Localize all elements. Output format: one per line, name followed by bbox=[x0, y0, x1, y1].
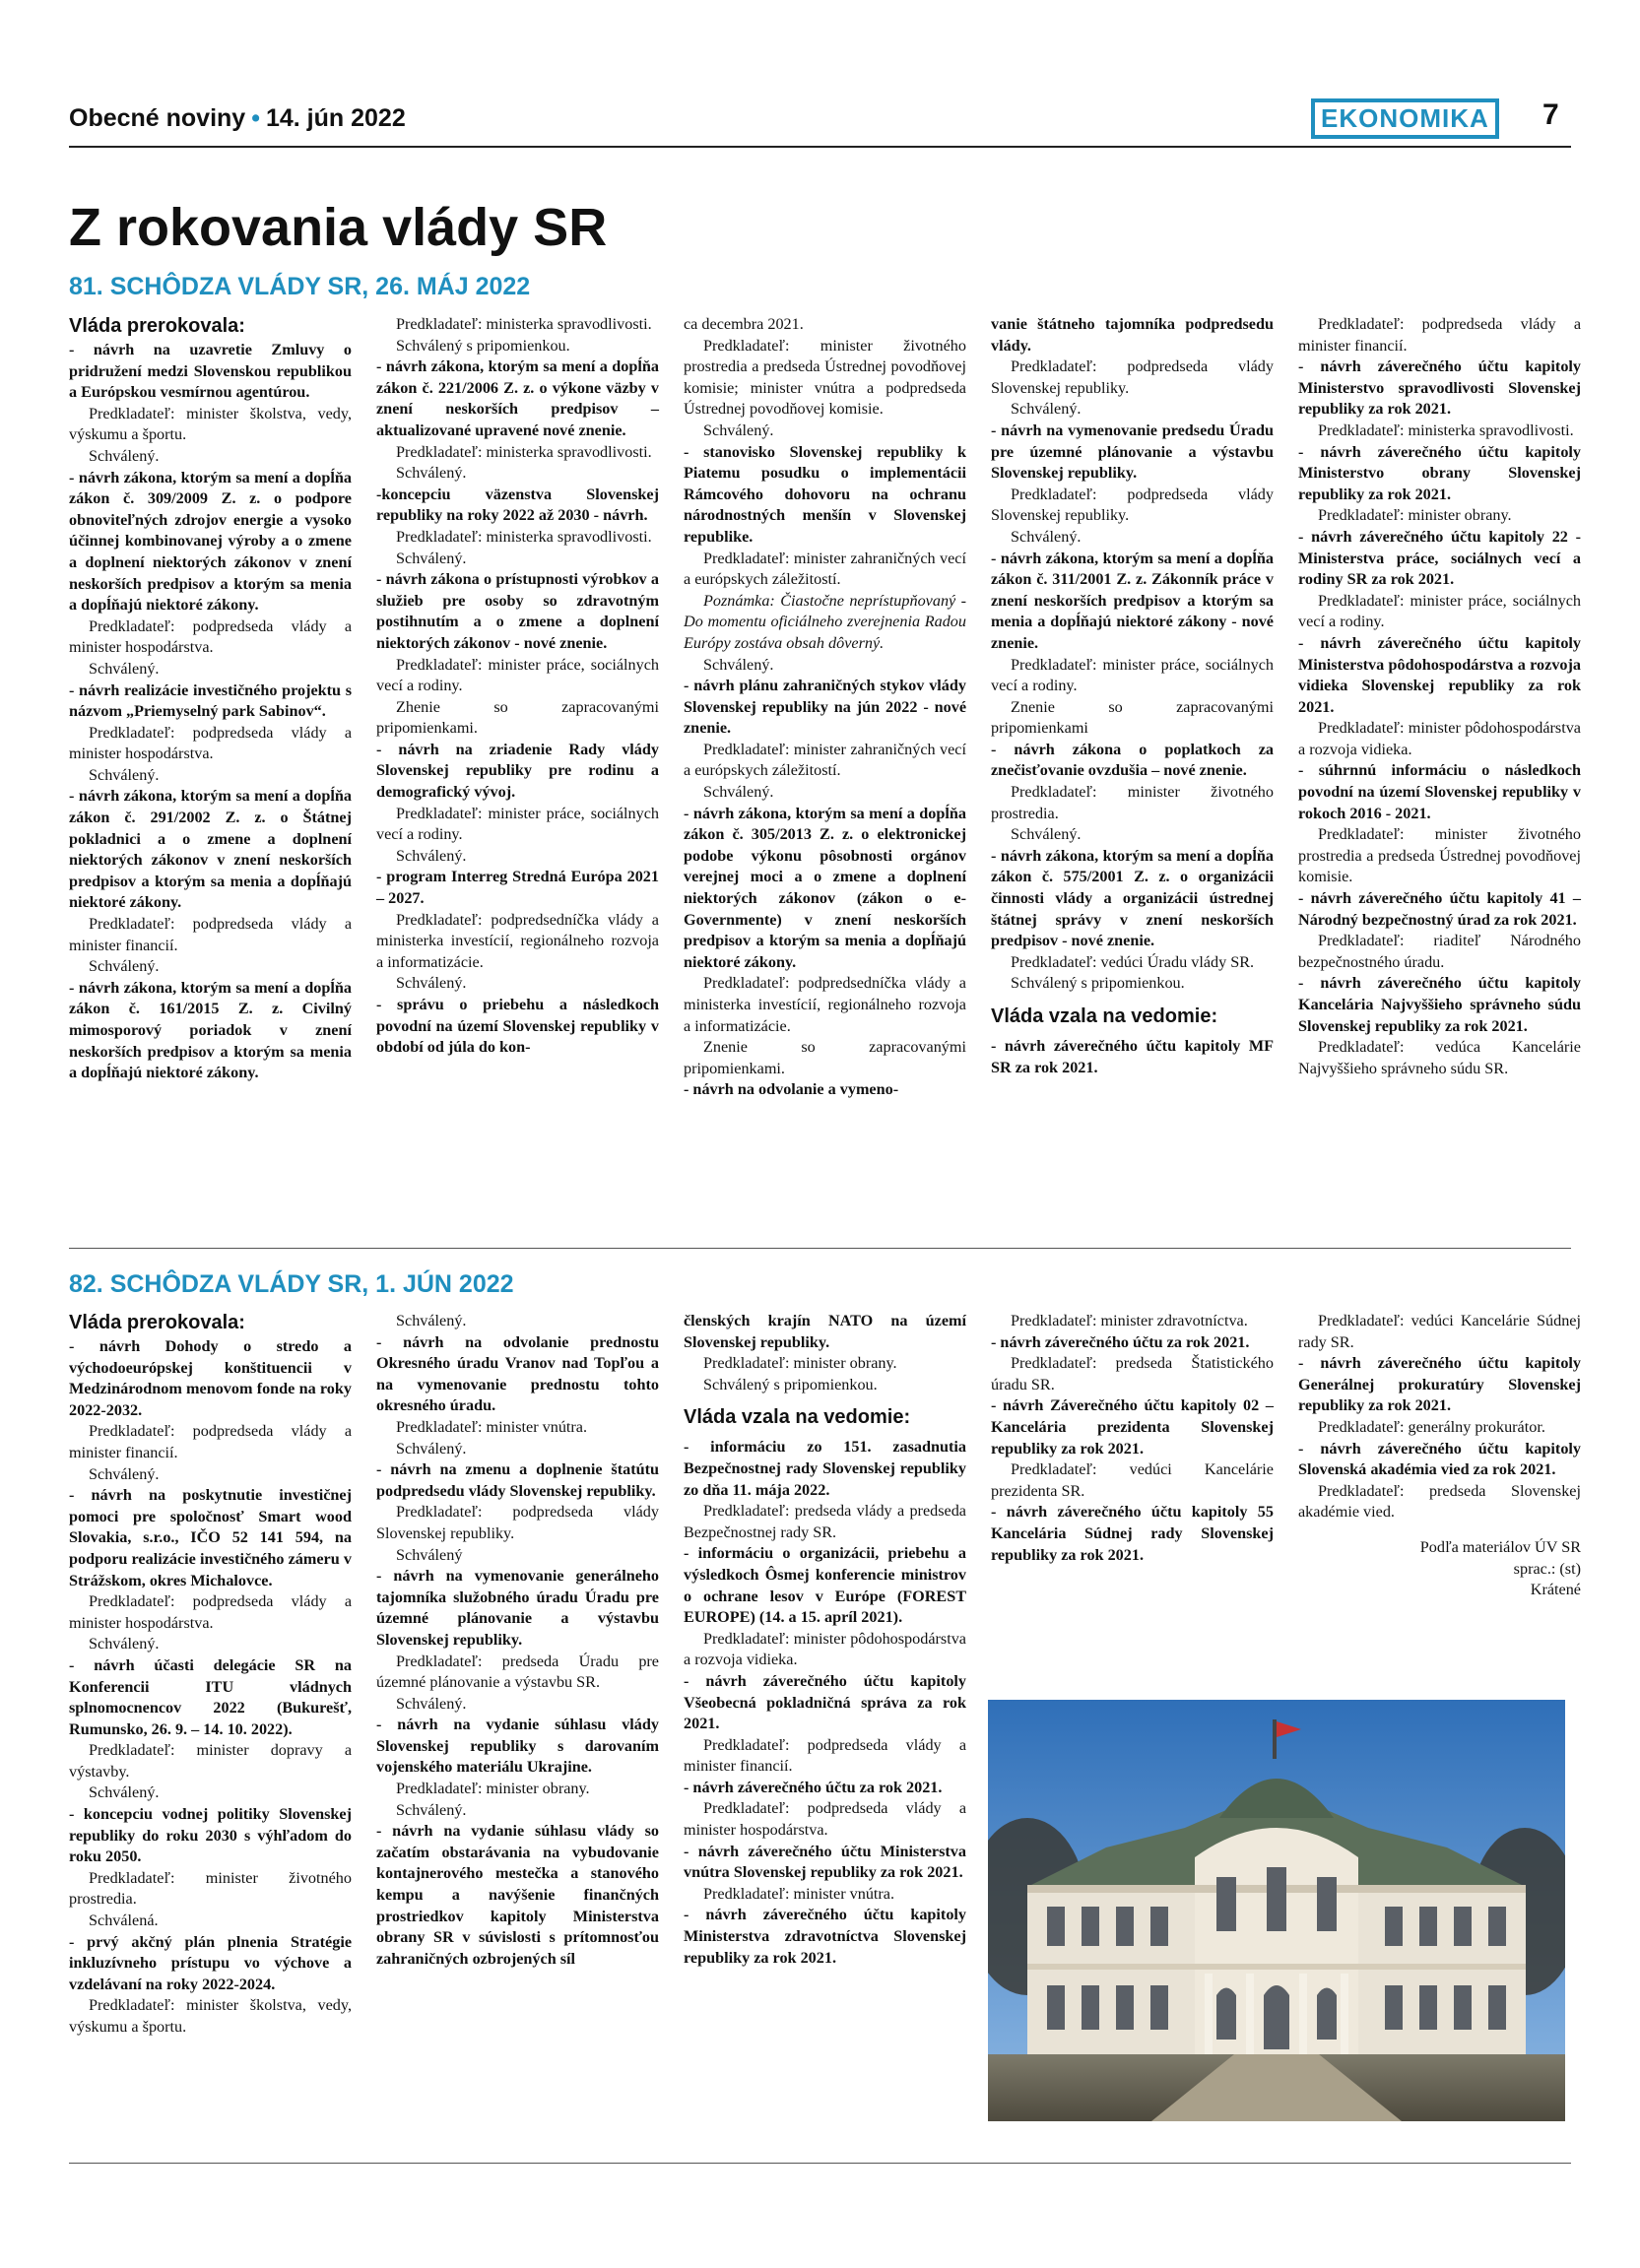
m81-column-1 bbox=[69, 314, 352, 1084]
item-detail: ca decembra 2021. bbox=[684, 315, 804, 333]
item-detail: Predkladateľ: minister životného prostredia. bbox=[991, 783, 1274, 822]
item-detail: Predkladateľ: minister práce, sociálnych vecí a rodiny. bbox=[376, 655, 659, 695]
agenda-item: - návrh zákona, ktorým sa mení a dopĺňa zákon č. 305/2013 Z. z. o elektronickej podobe výkonu pôsobnosti orgánov verejnej moci a o zmene a doplnení niektorých zákonov (zákon o e-Governmente) v znení neskorších predpisov a ktorým sa menia a dopĺňajú niektoré zákony. bbox=[684, 804, 966, 971]
section-divider bbox=[69, 1248, 1571, 1249]
item-detail: Predkladateľ: minister školstva, vedy, výskumu a športu. bbox=[69, 1996, 352, 2036]
bullet-separator: • bbox=[251, 104, 260, 132]
item-detail: Predkladateľ: podpredseda vlády a minister hospodárstva. bbox=[69, 723, 352, 763]
agenda-item: - návrh záverečného účtu kapitoly Ministerstvo obrany Slovenskej republiky za rok 2021. bbox=[1298, 442, 1581, 503]
agenda-item: - návrh na uzavretie Zmluvy o pridružení medzi Slovenskou republikou a Európskou vesmírnou agentúrou. bbox=[69, 341, 352, 402]
agenda-item: -koncepciu väzenstva Slovenskej republiky na roky 2022 až 2030 - návrh. bbox=[376, 485, 659, 525]
item-detail: Predkladateľ: podpredseda vlády a minister financií. bbox=[684, 1735, 966, 1776]
item-detail: Predkladateľ: ministerka spravodlivosti. bbox=[396, 527, 652, 546]
page-header bbox=[69, 104, 406, 133]
item-detail: Znenie so zapracovanými pripomienkami. bbox=[684, 1038, 966, 1077]
meeting-82-heading: 82. SCHÔDZA VLÁDY SR, 1. JÚN 2022 bbox=[69, 1270, 514, 1298]
agenda-item: - návrh na vydanie súhlasu vlády Slovenskej republiky s darovaním vojenského materiálu Ukrajine. bbox=[376, 1716, 659, 1777]
page-number: 7 bbox=[1542, 98, 1559, 131]
agenda-item: - návrh na vydanie súhlasu vlády so začatím obstarávania na vybudovanie kontajnerového mestečka a stanového kempu a navýšenie finančných prostriedkov kapitoly Ministerstva obrany SR v súvislosti s prítomnosťou zahraničných ozbrojených síl bbox=[376, 1822, 659, 1968]
item-detail: Predkladateľ: podpredsedníčka vlády a ministerka investícií, regionálneho rozvoja a informatizácie. bbox=[684, 974, 966, 1035]
item-detail: Schválený. bbox=[89, 765, 160, 784]
agenda-item: - návrh na vymenovanie generálneho tajomníka služobného úradu Úradu pre územné plánovanie a výstavbu Slovenskej republiky. bbox=[376, 1567, 659, 1649]
item-detail: Schválený s pripomienkou. bbox=[396, 336, 570, 355]
item-detail: Predkladateľ: vedúci Kancelárie prezidenta SR. bbox=[991, 1460, 1274, 1500]
item-detail: Schválený. bbox=[396, 464, 467, 483]
item-detail: Schválený s pripomienkou. bbox=[1011, 974, 1185, 993]
item-detail: Predkladateľ: minister práce, sociálnych vecí a rodiny. bbox=[991, 655, 1274, 695]
item-detail: Predkladateľ: podpredseda vlády a minister financií. bbox=[1298, 315, 1581, 355]
agenda-item: - návrh zákona, ktorým sa mení a dopĺňa zákon č. 309/2009 Z. z. o podpore obnoviteľných zdrojov energie a vysoko účinnej kombinovanej výroby a o zmene a doplnení niektorých zákonov v znení neskorších predpisov a ktorým sa menia a dopĺňajú niektoré zákony. bbox=[69, 468, 352, 615]
agenda-item: - návrh realizácie investičného projektu s názvom „Priemyselný park Sabinov“. bbox=[69, 680, 352, 721]
item-detail: Schválený. bbox=[89, 1635, 160, 1653]
agenda-item: - návrh zákona, ktorým sa mení a dopĺňa zákon č. 161/2015 Z. z. Civilný mimosporový poriadok v znení neskorších predpisov a ktorým sa menia a dopĺňajú niektoré zákony. bbox=[69, 978, 352, 1082]
m81-column-2 bbox=[376, 314, 659, 1059]
agenda-item: - súhrnnú informáciu o následkoch povodní na území Slovenskej republiky v rokoch 2016 - 2021. bbox=[1298, 761, 1581, 822]
source-line: sprac.: (st) bbox=[1513, 1559, 1581, 1578]
item-detail: Predkladateľ: minister životného prostredia a predseda Ústrednej povodňovej komisie. bbox=[1298, 825, 1581, 886]
item-detail: Predkladateľ: podpredsedníčka vlády a ministerka investícií, regionálneho rozvoja a informatizácie. bbox=[376, 910, 659, 971]
agenda-item: - návrh zákona o poplatkoch za znečisťovanie ovzdušia – nové znenie. bbox=[991, 740, 1274, 780]
item-detail: Predkladateľ: minister obrany. bbox=[396, 1780, 590, 1798]
agenda-item: - návrh na zmenu a doplnenie štatútu podpredsedu vlády Slovenskej republiky. bbox=[376, 1460, 659, 1500]
item-detail: Schválený. bbox=[703, 783, 774, 802]
item-detail: Schválený. bbox=[703, 655, 774, 674]
note-text: Poznámka: Čiastočne neprístupňovaný - Do momentu oficiálneho zverejnenia Radou Európy zostáva obsah dôverný. bbox=[684, 591, 966, 652]
agenda-item: - návrh Záverečného účtu kapitoly 02 – Kancelária prezidenta Slovenskej republiky za rok 2021. bbox=[991, 1396, 1274, 1458]
item-detail: Schválený. bbox=[396, 846, 467, 865]
agenda-item: - návrh záverečného účtu kapitoly MF SR za rok 2021. bbox=[991, 1037, 1274, 1076]
item-detail: Znenie so zapracovanými pripomienkami bbox=[991, 697, 1274, 738]
agenda-item: - návrh záverečného účtu kapitoly Všeobecná pokladničná správa za rok 2021. bbox=[684, 1671, 966, 1733]
item-detail: Predkladateľ: minister dopravy a výstavby. bbox=[69, 1741, 352, 1781]
item-detail: Predkladateľ: vedúca Kancelárie Najvyššieho správneho súdu SR. bbox=[1298, 1038, 1581, 1077]
item-detail: Predkladateľ: predseda Slovenskej akadémie vied. bbox=[1298, 1481, 1581, 1522]
item-detail: Schválený. bbox=[396, 1312, 467, 1329]
agenda-item: - návrh na vymenovanie predsedu Úradu pre územné plánovanie a výstavbu Slovenskej republiky. bbox=[991, 421, 1274, 483]
item-detail: Predkladateľ: minister pôdohospodárstva a rozvoja vidieka. bbox=[1298, 719, 1581, 758]
agenda-item: - návrh zákona, ktorým sa mení a dopĺňa zákon č. 311/2001 Z. z. Zákonník práce v znení neskorších predpisov a ktorým sa menia a dopĺňajú niektoré zákony - nové znenie. bbox=[991, 549, 1274, 652]
item-detail: Predkladateľ: predseda vlády a predseda Bezpečnostnej rady SR. bbox=[684, 1502, 966, 1541]
item-detail: Predkladateľ: minister vnútra. bbox=[396, 1417, 588, 1436]
agenda-item: - návrh záverečného účtu kapitoly Generálnej prokuratúry Slovenskej republiky za rok 2021. bbox=[1298, 1354, 1581, 1415]
item-detail: Schválený. bbox=[89, 659, 160, 678]
source-line: Krátené bbox=[1530, 1581, 1581, 1599]
agenda-item: - návrh zákona, ktorým sa mení a dopĺňa zákon č. 221/2006 Z. z. o výkone väzby v znení neskorších predpisov – aktualizované upravené nové znenie. bbox=[376, 357, 659, 439]
m81-column-4 bbox=[991, 314, 1274, 1078]
item-detail: Predkladateľ: podpredseda vlády a minister financií. bbox=[69, 915, 352, 954]
agenda-item: - koncepciu vodnej politiky Slovenskej republiky do roku 2030 s výhľadom do roku 2050. bbox=[69, 1805, 352, 1866]
item-detail: Predkladateľ: podpredseda vlády Slovenskej republiky. bbox=[376, 1503, 659, 1542]
item-detail: Predkladateľ: podpredseda vlády a minister hospodárstva. bbox=[69, 616, 352, 657]
agenda-item: - program Interreg Stredná Európa 2021 – 2027. bbox=[376, 868, 659, 908]
agenda-item: - návrh účasti delegácie SR na Konferencii ITU vládnych splnomocnencov 2022 (Bukurešť, Rumunsko, 26. 9. – 14. 10. 2022). bbox=[69, 1655, 352, 1738]
agenda-item: - návrh zákona, ktorým sa mení a dopĺňa zákon č. 575/2001 Z. z. o organizácii činnosti vlády a organizácii ústrednej štátnej správy v znení neskorších predpisov - nové znenie. bbox=[991, 846, 1274, 950]
agenda-item: - návrh zákona, ktorým sa mení a dopĺňa zákon č. 291/2002 Z. z. o Štátnej pokladnici a o zmene a doplnení niektorých zákonov v znení neskorších predpisov a ktorým sa menia a dopĺňajú niektoré zákony. bbox=[69, 787, 352, 912]
government-palace-photo bbox=[988, 1700, 1565, 2121]
item-detail: Predkladateľ: minister práce, sociálnych vecí a rodiny. bbox=[1298, 591, 1581, 631]
m81-column-5 bbox=[1298, 314, 1581, 1079]
agenda-item: - návrh záverečného účtu za rok 2021. bbox=[684, 1778, 943, 1796]
item-detail: Predkladateľ: minister zahraničných vecí a európskych záležitostí. bbox=[684, 549, 966, 589]
meeting-81-heading: 81. SCHÔDZA VLÁDY SR, 26. MÁJ 2022 bbox=[69, 273, 531, 300]
item-detail: Predkladateľ: podpredseda vlády Slovenskej republiky. bbox=[991, 485, 1274, 525]
agenda-item: - návrh záverečného účtu kapitoly 22 - Ministerstva práce, sociálnych vecí a rodiny SR za rok 2021. bbox=[1298, 527, 1581, 589]
source-note bbox=[1298, 1537, 1581, 1601]
agenda-item: - návrh záverečného účtu kapitoly Kancelária Najvyššieho správneho súdu Slovenskej republiky za rok 2021. bbox=[1298, 974, 1581, 1035]
item-detail: Zhenie so zapracovanými pripomienkami. bbox=[376, 697, 659, 738]
item-detail: Predkladateľ: minister životného prostredia a predseda Ústrednej povodňovej komisie; minister vnútra a podpredseda Ústrednej povodňovej komisie. bbox=[684, 336, 966, 419]
agenda-item: - návrh záverečného účtu Ministerstva vnútra Slovenskej republiky za rok 2021. bbox=[684, 1842, 966, 1882]
item-detail: Predkladateľ: minister vnútra. bbox=[703, 1884, 895, 1903]
item-detail: Predkladateľ: minister zdravotníctva. bbox=[1011, 1312, 1248, 1329]
agenda-item: - správu o priebehu a následkoch povodní na území Slovenskej republiky v období od júla do kon- bbox=[376, 996, 659, 1057]
item-detail: Schválený. bbox=[396, 1439, 467, 1458]
newspaper-name: Obecné noviny bbox=[69, 104, 246, 132]
agenda-item: - návrh záverečného účtu kapitoly Ministerstvo spravodlivosti Slovenskej republiky za rok 2021. bbox=[1298, 357, 1581, 419]
item-detail: Schválený. bbox=[396, 1694, 467, 1713]
item-detail: Schválený. bbox=[89, 957, 160, 976]
m82-column-2 bbox=[376, 1311, 659, 1970]
agenda-item: - informáciu zo 151. zasadnutia Bezpečnostnej rady Slovenskej republiky zo dňa 11. mája 2022. bbox=[684, 1438, 966, 1499]
m81-prerokovala-heading: Vláda prerokovala: bbox=[69, 315, 245, 337]
item-detail: Predkladateľ: ministerka spravodlivosti. bbox=[396, 315, 652, 333]
source-line: Podľa materiálov ÚV SR bbox=[1419, 1537, 1581, 1556]
item-detail: Schválený. bbox=[1011, 825, 1082, 844]
item-detail: Predkladateľ: predseda Úradu pre územné plánovanie a výstavbu SR. bbox=[376, 1652, 659, 1692]
footer-rule bbox=[69, 2163, 1571, 2164]
item-detail: Predkladateľ: minister obrany. bbox=[1318, 506, 1512, 525]
item-detail: Schválený. bbox=[1011, 527, 1082, 546]
m82-column-3 bbox=[684, 1311, 966, 1969]
agenda-item: - návrh záverečného účtu kapitoly 41 – Národný bezpečnostný úrad za rok 2021. bbox=[1298, 889, 1581, 929]
agenda-item: - návrh záverečného účtu kapitoly Slovenská akadémia vied za rok 2021. bbox=[1298, 1439, 1581, 1479]
item-detail: Predkladateľ: vedúci Úradu vlády SR. bbox=[1011, 952, 1255, 971]
item-detail: Schválená. bbox=[89, 1912, 159, 1930]
agenda-item: - návrh záverečného účtu kapitoly Ministerstva zdravotníctva Slovenskej republiky za rok 2021. bbox=[684, 1906, 966, 1967]
agenda-item: - návrh na zriadenie Rady vlády Slovenskej republiky pre rodinu a demografický vývoj. bbox=[376, 740, 659, 802]
agenda-item: - prvý akčný plán plnenia Stratégie inkluzívneho prístupu vo výchove a vzdelávaní na roky 2022-2024. bbox=[69, 1932, 352, 1993]
item-detail: Schválený. bbox=[89, 1464, 160, 1483]
item-detail: Predkladateľ: podpredseda vlády Slovenskej republiky. bbox=[991, 357, 1274, 397]
item-detail: Schválený. bbox=[89, 446, 160, 465]
agenda-item: - návrh plánu zahraničných stykov vlády Slovenskej republiky na jún 2022 - nové znenie. bbox=[684, 677, 966, 738]
item-detail: Predkladateľ: podpredseda vlády a minister hospodárstva. bbox=[684, 1799, 966, 1840]
agenda-item: - návrh Dohody o stredo a východoeurópskej konštituencii v Medzinárodnom menovom fonde na roky 2022-2032. bbox=[69, 1337, 352, 1419]
item-detail: Predkladateľ: generálny prokurátor. bbox=[1318, 1417, 1545, 1436]
item-detail: Predkladateľ: minister pôdohospodárstva a rozvoja vidieka. bbox=[684, 1629, 966, 1669]
agenda-item: - návrh na poskytnutie investičnej pomoci pre spoločnosť Smart wood Slovakia, s.r.o., IČO 52 141 594, na podporu realizácie investičného zámeru v Strážskom, okres Michalovce. bbox=[69, 1486, 352, 1589]
item-detail: Predkladateľ: minister zahraničných vecí a európskych záležitostí. bbox=[684, 740, 966, 780]
agenda-item: - návrh na odvolanie a vymeno- bbox=[684, 1080, 899, 1099]
m82-column-1 bbox=[69, 1311, 352, 2039]
item-detail: Schválený. bbox=[1011, 400, 1082, 419]
item-detail: Schválený. bbox=[89, 1783, 160, 1802]
item-detail: Predkladateľ: minister školstva, vedy, výskumu a športu. bbox=[69, 404, 352, 444]
agenda-item: vanie štátneho tajomníka podpredsedu vlády. bbox=[991, 315, 1274, 355]
item-detail: Predkladateľ: podpredseda vlády a minister financií. bbox=[69, 1422, 352, 1461]
item-detail: Predkladateľ: minister práce, sociálnych vecí a rodiny. bbox=[376, 804, 659, 844]
issue-date: 14. jún 2022 bbox=[265, 104, 406, 132]
agenda-item: - informáciu o organizácii, priebehu a výsledkoch Ôsmej konferencie ministrov o ochrane lesov v Európe (FOREST EUROPE) (14. a 15. apríl 2021). bbox=[684, 1544, 966, 1627]
item-detail: Predkladateľ: ministerka spravodlivosti. bbox=[396, 442, 652, 461]
section-label: EKONOMIKA bbox=[1311, 98, 1499, 139]
header-rule bbox=[69, 146, 1571, 148]
m82-vzala-heading: Vláda vzala na vedomie: bbox=[684, 1406, 911, 1429]
item-detail: Schválený s pripomienkou. bbox=[703, 1375, 878, 1393]
item-detail: Schválený. bbox=[396, 1800, 467, 1819]
m82-column-5 bbox=[1298, 1311, 1581, 1601]
item-detail: Predkladateľ: podpredseda vlády a minister hospodárstva. bbox=[69, 1592, 352, 1632]
item-detail: Schválený. bbox=[396, 974, 467, 993]
agenda-item: - návrh zákona o prístupnosti výrobkov a služieb pre osoby so zdravotným postihnutím a o zmene a doplnení niektorých zákonov - nové znenie. bbox=[376, 570, 659, 652]
item-detail: Predkladateľ: predseda Štatistického úradu SR. bbox=[991, 1354, 1274, 1393]
item-detail: Predkladateľ: riaditeľ Národného bezpečnostného úradu. bbox=[1298, 932, 1581, 971]
m82-prerokovala-heading: Vláda prerokovala: bbox=[69, 1312, 245, 1333]
agenda-item: členských krajín NATO na území Slovenskej republiky. bbox=[684, 1312, 966, 1351]
item-detail: Schválený. bbox=[396, 549, 467, 567]
agenda-item: - návrh záverečného účtu kapitoly Ministerstva pôdohospodárstva a rozvoja vidieka Slovenskej republiky za rok 2021. bbox=[1298, 633, 1581, 716]
item-detail: Predkladateľ: vedúci Kancelárie Súdnej rady SR. bbox=[1298, 1312, 1581, 1351]
item-detail: Schválený. bbox=[703, 421, 774, 439]
article-title: Z rokovania vlády SR bbox=[69, 198, 608, 257]
m81-vzala-heading: Vláda vzala na vedomie: bbox=[991, 1005, 1218, 1027]
item-detail: Predkladateľ: ministerka spravodlivosti. bbox=[1318, 421, 1574, 439]
item-detail: Predkladateľ: minister obrany. bbox=[703, 1354, 897, 1373]
agenda-item: - stanovisko Slovenskej republiky k Piatemu posudku o implementácii Rámcového dohovoru na ochranu národnostných menšín v Slovenskej republike. bbox=[684, 442, 966, 546]
m82-column-4 bbox=[991, 1311, 1274, 1566]
agenda-item: - návrh záverečného účtu kapitoly 55 Kancelária Súdnej rady Slovenskej republiky za rok 2021. bbox=[991, 1503, 1274, 1564]
agenda-item: - návrh záverečného účtu za rok 2021. bbox=[991, 1332, 1250, 1351]
item-detail: Schválený bbox=[396, 1545, 463, 1564]
m81-column-3 bbox=[684, 314, 966, 1101]
item-detail: Predkladateľ: minister životného prostredia. bbox=[69, 1868, 352, 1909]
agenda-item: - návrh na odvolanie prednostu Okresného úradu Vranov nad Topľou a na vymenovanie prednostu tohto okresného úradu. bbox=[376, 1332, 659, 1415]
